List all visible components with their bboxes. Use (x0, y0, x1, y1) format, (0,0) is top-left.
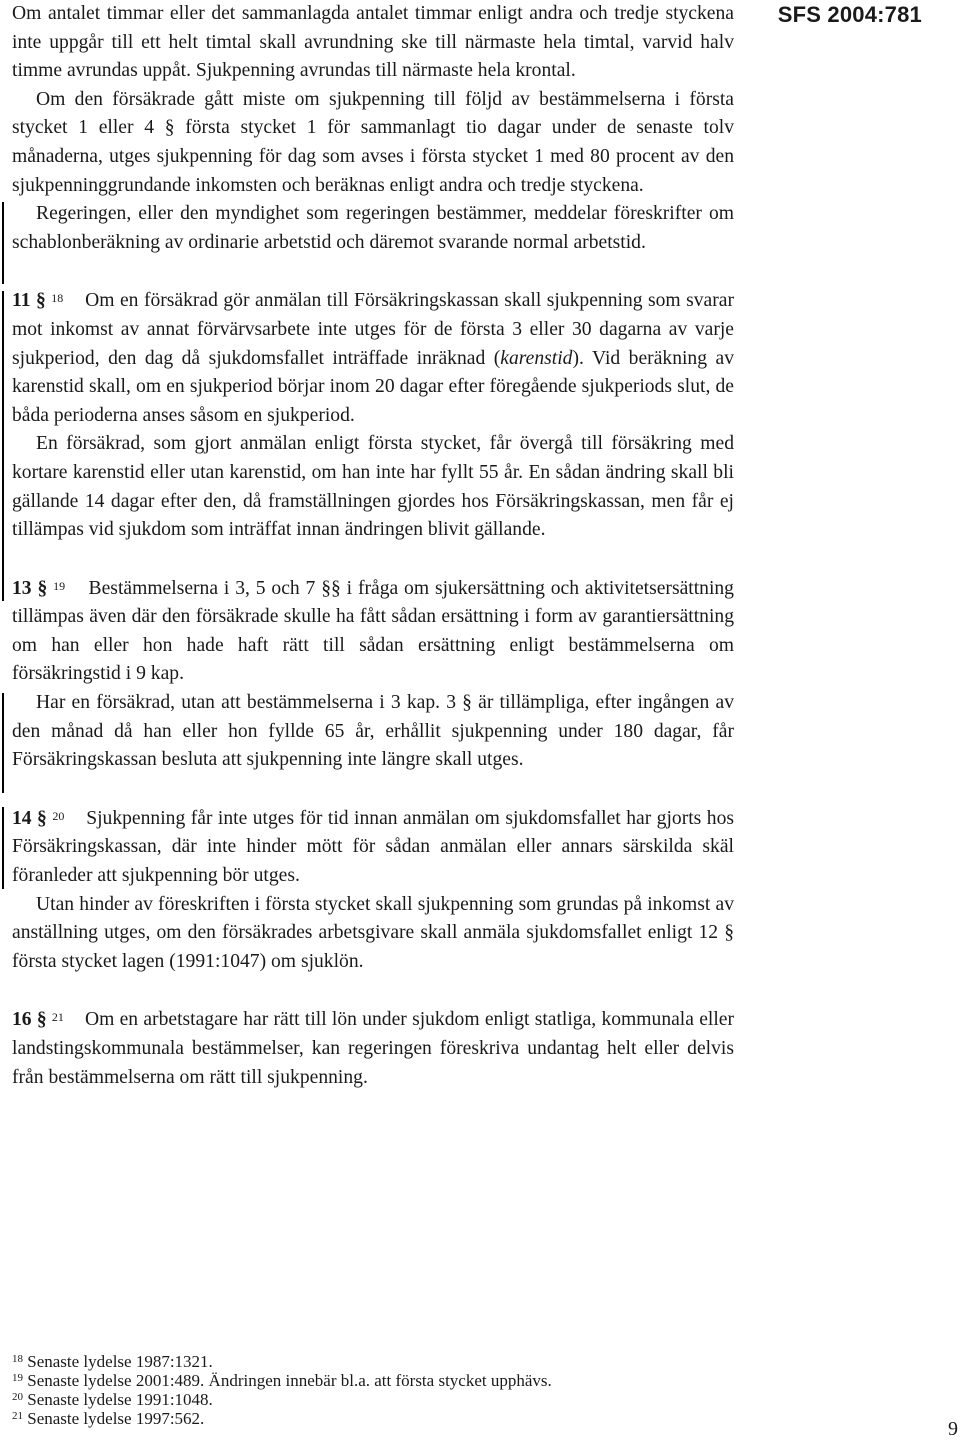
footnote-ref: 21 (51, 1010, 64, 1025)
change-bar (2, 202, 4, 284)
paragraph: 11 § $^{18}$ Om en försäkrad gör anmälan till Försäkringskassan skall sjukpenning som svarar mot inkomst av annat förvärvsarbete inte utges för de första 3 eller 30 dagarna av varje sjukperiod, den dag då sjukdomsfallet inträffade inräknad (karenstid). Vid beräkning av karenstid skall, om en sjukperiod börjar inom 20 dagar efter föregående sjukperiods slut, de båda perioderna anses såsom en sjukperiod. (12, 290, 734, 426)
change-bar (2, 291, 4, 601)
footnote: $^{20}$ Senaste lydelse 1991:1048. (12, 1390, 213, 1409)
paragraph: 14 § $^{20}$ Sjukpenning får inte utges för tid innan anmälan om sjukdomsfallet har gjorts hos Försäkringskassan, där inte hinder mött för sådan anmälan eller annars särskilda skäl föranleder att sjukpenning bör utges. (12, 807, 734, 887)
footnotes (12, 1352, 752, 1428)
paragraph: Utan hinder av föreskriften i första stycket skall sjukpenning som grundas på inkomst av anställning utges, om den försäkrades arbetsgivare skall anmäla sjukdomsfallet enligt 12 § första stycket lagen (1991:1047) om sjuklön. (12, 893, 734, 972)
paragraph: Har en försäkrad, utan att bestämmelserna i 3 kap. 3 § är tillämpliga, efter ingången av den månad då han eller hon fyllde 65 år, erhållit sjukpenning under 180 dagar, får Försäkringskassan besluta att sjukpenning inte längre skall utges. (12, 692, 734, 771)
section-14 (12, 805, 734, 977)
section-13 (12, 575, 734, 775)
footnote: $^{21}$ Senaste lydelse 1997:562. (12, 1409, 205, 1428)
footnote-ref: 20 (52, 808, 65, 823)
amended-block (12, 200, 734, 257)
footnote: $^{19}$ Senaste lydelse 2001:489. Ändringen innebär bl.a. att första stycket upphävs. (12, 1371, 552, 1390)
paragraph: Om den försäkrade gått miste om sjukpenning till följd av bestämmelserna i första stycket 1 eller 4 § första stycket 1 för sammanlagt tio dagar under de senaste tolv månaderna, utges sjukpenning för dag som avses i första stycket 1 med 80 procent av den sjukpenninggrundande inkomsten och beräknas enligt andra och tredje styckena. (12, 88, 734, 196)
section-number: 11 § (12, 290, 46, 312)
footnote-ref: 19 (53, 578, 66, 593)
footnote-ref: 18 (51, 291, 64, 306)
paragraph: Regeringen, eller den myndighet som regeringen bestämmer, meddelar föreskrifter om schablonberäkning av ordinarie arbetstid och däremot svarande normal arbetstid. (12, 203, 734, 253)
section-11 (12, 287, 734, 544)
paragraph: 13 § $^{19}$ Bestämmelserna i 3, 5 och 7 §§ i fråga om sjukersättning och aktivitetsersättning tillämpas även där den försäkrade skulle ha fått sådan ersättning i form av garantiersättning om han eller hon hade haft rätt till sådan ersättning enligt bestämmelserna om försäkringstid i 9 kap. (12, 577, 734, 685)
section-number: 14 § (12, 807, 47, 829)
change-bar (2, 807, 4, 889)
paragraph: En försäkrad, som gjort anmälan enligt första stycket, får övergå till försäkring med kortare karenstid eller utan karenstid, om han inte har fyllt 55 år. En sådan ändring skall bli gällande 14 dagar efter den, då framställningen gjordes hos Försäkringskassan, men får ej tillämpas vid sjukdom som inträffat innan ändringen blivit gällande. (12, 433, 734, 541)
paragraph: 16 § $^{21}$ Om en arbetstagare har rätt till lön under sjukdom enligt statliga, kommunala eller landstingskommunala bestämmelser, kan regeringen föreskriva undantag helt eller delvis från bestämmelserna om rätt till sjukpenning. (12, 1009, 735, 1088)
change-bar (2, 693, 4, 793)
sfs-number: SFS 2004:781 (777, 2, 922, 27)
main-text (12, 0, 734, 1092)
section-number: 16 § (12, 1009, 47, 1031)
page-number: 9 (948, 1418, 958, 1440)
section-number: 13 § (12, 577, 48, 599)
section-16 (12, 1006, 734, 1092)
footnote: $^{18}$ Senaste lydelse 1987:1321. (12, 1352, 213, 1371)
paragraph: Om antalet timmar eller det sammanlagda antalet timmar enligt andra och tredje styckena inte uppgår till ett helt timtal skall avrundning ske till närmaste hela timtal, varvid halv timme avrundas uppåt. Sjukpenning avrundas till närmaste hela krontal. (12, 3, 734, 82)
